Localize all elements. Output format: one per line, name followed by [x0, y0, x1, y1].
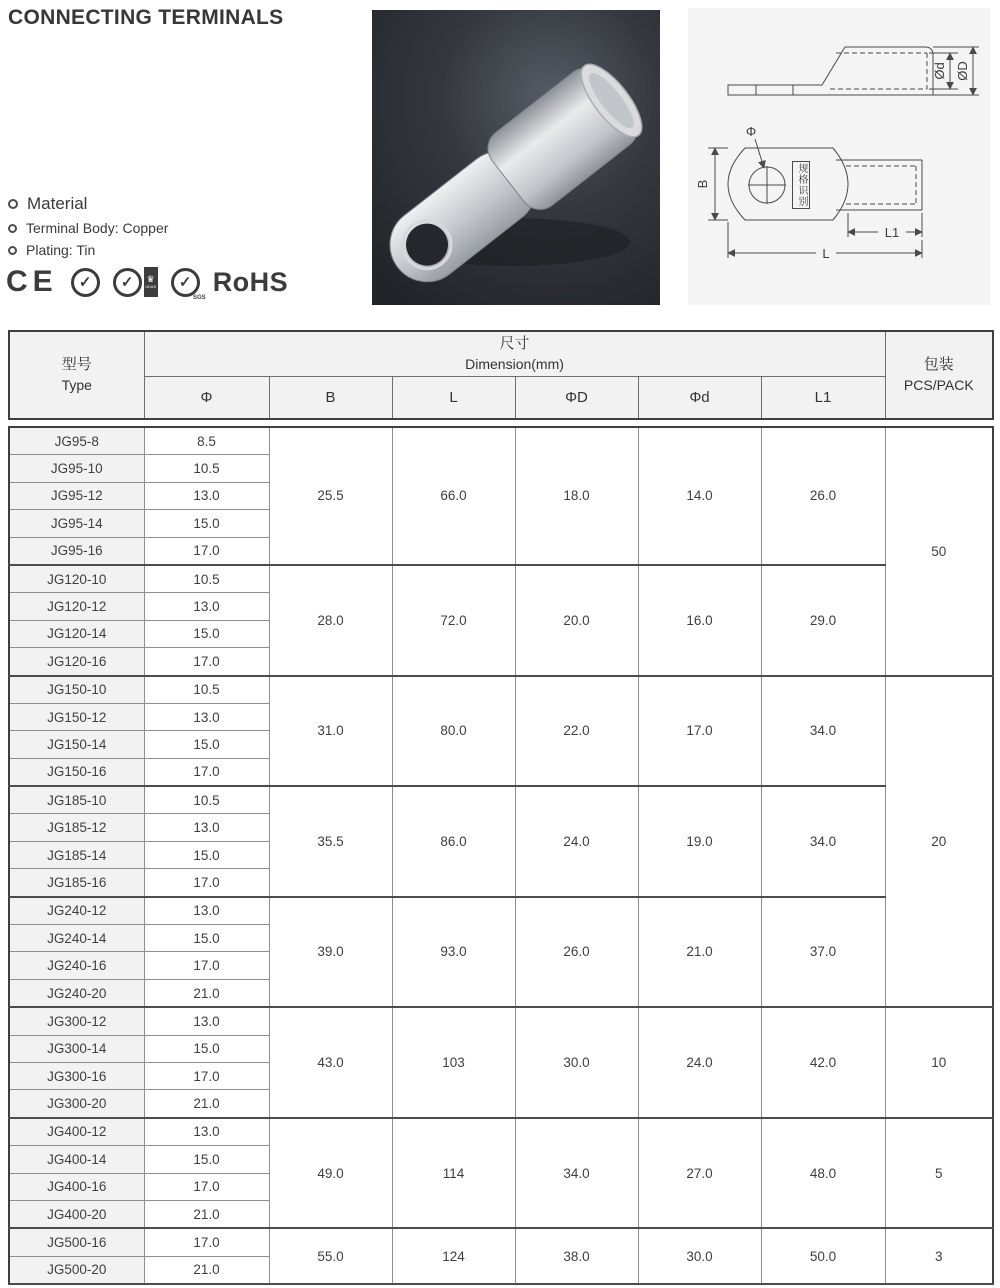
l-cell: 114 [392, 1118, 515, 1229]
phi-cell: 13.0 [144, 593, 269, 620]
l-cell: 124 [392, 1228, 515, 1284]
l-cell: 103 [392, 1007, 515, 1118]
od-big-cell: 18.0 [515, 427, 638, 565]
type-cell: JG95-14 [9, 510, 144, 537]
material-item: Terminal Body: Copper [26, 220, 169, 236]
phi-cell: 21.0 [144, 1200, 269, 1228]
od-big-cell: 24.0 [515, 786, 638, 897]
sgs-mark-icon: ✓ SGS [171, 268, 200, 297]
type-cell: JG120-10 [9, 565, 144, 593]
phi-cell: 21.0 [144, 1256, 269, 1284]
phi-cell: 17.0 [144, 758, 269, 786]
l-cell: 93.0 [392, 897, 515, 1008]
table-row [9, 1228, 993, 1256]
certification-marks [6, 262, 288, 302]
type-cell: JG400-16 [9, 1173, 144, 1200]
type-cell: JG95-12 [9, 482, 144, 509]
b-cell: 28.0 [269, 565, 392, 676]
l1-cell: 29.0 [761, 565, 885, 676]
l1-cell: 48.0 [761, 1118, 885, 1229]
type-cell: JG240-20 [9, 979, 144, 1007]
l-cell: 66.0 [392, 427, 515, 565]
header-section [0, 0, 1000, 320]
bullet-icon [8, 199, 18, 209]
table-row [9, 427, 993, 455]
rohs-label: RoHS [212, 266, 289, 297]
phi-cell: 21.0 [144, 1090, 269, 1118]
l1-cell: 50.0 [761, 1228, 885, 1284]
type-cell: JG500-20 [9, 1256, 144, 1284]
phi-cell: 15.0 [144, 925, 269, 952]
dim-label-l: L [822, 246, 830, 261]
type-cell: JG300-14 [9, 1035, 144, 1062]
phi-cell: 17.0 [144, 537, 269, 565]
col-header-pack: 包装 PCS/PACK [885, 331, 993, 419]
phi-cell: 17.0 [144, 1228, 269, 1256]
pack-cell: 20 [885, 676, 993, 1008]
type-cell: JG300-12 [9, 1007, 144, 1035]
type-cell: JG120-14 [9, 620, 144, 647]
col-header-od-big: ΦD [515, 377, 638, 420]
quality-check-circle-icon: ✓ [71, 268, 100, 297]
material-heading-row [8, 194, 168, 214]
type-cell: JG185-12 [9, 814, 144, 841]
type-cell: JG150-14 [9, 731, 144, 758]
od-big-cell: 22.0 [515, 676, 638, 787]
b-cell: 39.0 [269, 897, 392, 1008]
phi-cell: 17.0 [144, 952, 269, 979]
phi-cell: 13.0 [144, 1007, 269, 1035]
type-cell: JG185-14 [9, 841, 144, 868]
od-small-cell: 24.0 [638, 1007, 761, 1118]
material-item-row [8, 242, 168, 258]
technical-drawing [688, 8, 990, 305]
page-title: CONNECTING TERMINALS [8, 6, 284, 29]
table-row [9, 676, 993, 704]
phi-cell: 10.5 [144, 786, 269, 814]
od-small-cell: 30.0 [638, 1228, 761, 1284]
b-cell: 25.5 [269, 427, 392, 565]
b-cell: 49.0 [269, 1118, 392, 1229]
ce-mark-icon: CE [6, 265, 58, 298]
l-cell: 72.0 [392, 565, 515, 676]
type-cell: JG150-16 [9, 758, 144, 786]
od-small-cell: 21.0 [638, 897, 761, 1008]
phi-cell: 17.0 [144, 1173, 269, 1200]
type-cell: JG240-16 [9, 952, 144, 979]
phi-cell: 15.0 [144, 731, 269, 758]
phi-cell: 10.5 [144, 676, 269, 704]
b-cell: 35.5 [269, 786, 392, 897]
type-cell: JG240-12 [9, 897, 144, 925]
material-item: Plating: Tin [26, 242, 96, 258]
type-cell: JG150-12 [9, 703, 144, 730]
phi-cell: 13.0 [144, 1118, 269, 1146]
b-cell: 55.0 [269, 1228, 392, 1284]
product-photo [372, 10, 660, 305]
ukas-mark-icon: ✓ ♛ UKAS [113, 267, 158, 297]
l-cell: 80.0 [392, 676, 515, 787]
table-row [9, 786, 993, 814]
type-cell: JG120-16 [9, 648, 144, 676]
dim-label-b: B [695, 179, 710, 189]
phi-cell: 13.0 [144, 482, 269, 509]
phi-cell: 17.0 [144, 648, 269, 676]
od-small-cell: 19.0 [638, 786, 761, 897]
phi-cell: 13.0 [144, 703, 269, 730]
type-cell: JG95-16 [9, 537, 144, 565]
side-view [728, 47, 979, 95]
type-cell: JG400-12 [9, 1118, 144, 1146]
dim-label-d-big: ØD [955, 61, 970, 81]
type-cell: JG185-16 [9, 869, 144, 897]
dim-label-phi: Φ [745, 124, 757, 139]
col-header-b: B [269, 377, 392, 420]
spec-identification-box: 规格识别 [792, 161, 810, 209]
type-cell: JG400-20 [9, 1200, 144, 1228]
b-cell: 31.0 [269, 676, 392, 787]
phi-cell: 13.0 [144, 814, 269, 841]
phi-cell: 15.0 [144, 510, 269, 537]
phi-cell: 15.0 [144, 1035, 269, 1062]
type-cell: JG500-16 [9, 1228, 144, 1256]
phi-cell: 8.5 [144, 427, 269, 455]
l1-cell: 26.0 [761, 427, 885, 565]
type-cell: JG120-12 [9, 593, 144, 620]
material-item-row [8, 220, 168, 236]
od-big-cell: 38.0 [515, 1228, 638, 1284]
phi-cell: 15.0 [144, 620, 269, 647]
od-big-cell: 30.0 [515, 1007, 638, 1118]
phi-cell: 15.0 [144, 1146, 269, 1173]
spec-table-header [8, 330, 994, 420]
col-header-l: L [392, 377, 515, 420]
od-small-cell: 27.0 [638, 1118, 761, 1229]
pack-cell: 50 [885, 427, 993, 676]
phi-cell: 10.5 [144, 565, 269, 593]
spec-table-body [9, 427, 993, 1284]
dim-label-l1: L1 [884, 225, 900, 240]
type-cell: JG95-10 [9, 455, 144, 482]
phi-cell: 10.5 [144, 455, 269, 482]
type-cell: JG400-14 [9, 1146, 144, 1173]
b-cell: 43.0 [269, 1007, 392, 1118]
od-small-cell: 14.0 [638, 427, 761, 565]
table-row [9, 1118, 993, 1146]
od-small-cell: 17.0 [638, 676, 761, 787]
type-cell: JG300-20 [9, 1090, 144, 1118]
spec-table [8, 426, 994, 1285]
col-header-dimension: 尺寸 Dimension(mm) [144, 331, 885, 377]
pack-cell: 3 [885, 1228, 993, 1284]
bullet-icon [8, 246, 17, 255]
col-header-type: 型号 Type [9, 331, 144, 419]
type-cell: JG150-10 [9, 676, 144, 704]
material-heading: Material [27, 194, 88, 213]
pack-cell: 5 [885, 1118, 993, 1229]
table-row [9, 565, 993, 593]
l1-cell: 37.0 [761, 897, 885, 1008]
material-list [8, 194, 168, 264]
phi-cell: 21.0 [144, 979, 269, 1007]
type-cell: JG300-16 [9, 1062, 144, 1089]
type-cell: JG95-8 [9, 427, 144, 455]
dim-label-d-small: Ød [932, 62, 947, 80]
pack-cell: 10 [885, 1007, 993, 1118]
table-row [9, 1007, 993, 1035]
od-big-cell: 20.0 [515, 565, 638, 676]
col-header-l1: L1 [761, 377, 885, 420]
phi-cell: 17.0 [144, 1062, 269, 1089]
phi-cell: 13.0 [144, 897, 269, 925]
phi-cell: 15.0 [144, 841, 269, 868]
col-header-od-small: Φd [638, 377, 761, 420]
l-cell: 86.0 [392, 786, 515, 897]
od-big-cell: 26.0 [515, 897, 638, 1008]
type-cell: JG240-14 [9, 925, 144, 952]
col-header-phi: Φ [144, 377, 269, 420]
table-row [9, 897, 993, 925]
l1-cell: 34.0 [761, 676, 885, 787]
od-small-cell: 16.0 [638, 565, 761, 676]
bullet-icon [8, 224, 17, 233]
od-big-cell: 34.0 [515, 1118, 638, 1229]
l1-cell: 34.0 [761, 786, 885, 897]
phi-cell: 17.0 [144, 869, 269, 897]
type-cell: JG185-10 [9, 786, 144, 814]
l1-cell: 42.0 [761, 1007, 885, 1118]
